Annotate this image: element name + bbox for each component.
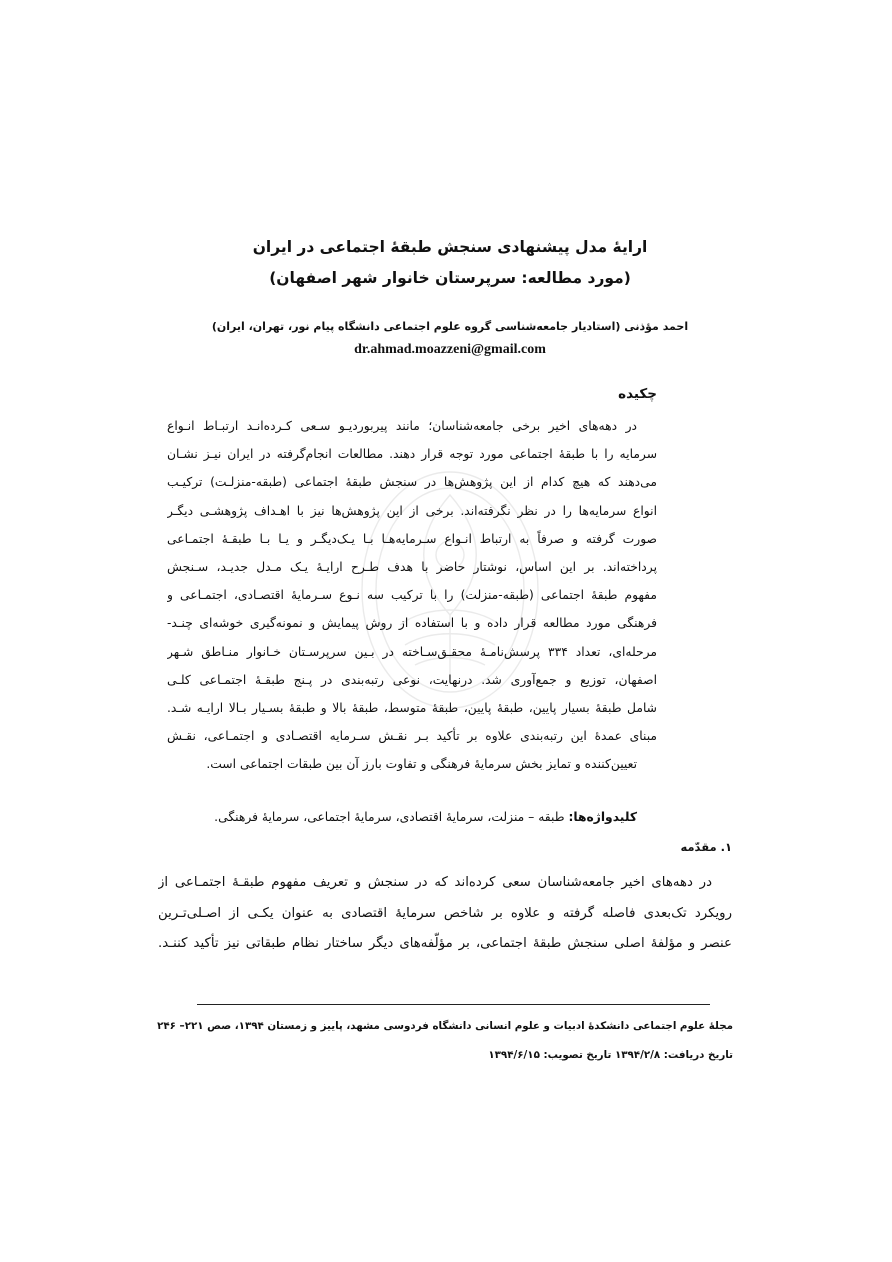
- footnote-divider: [197, 1004, 710, 1005]
- abstract-line: در دهه‌های اخیر برخی جامعه‌شناسان؛ مانند پیربوردیـو سـعی کـرده‌انـد ارتبـاط انـواع: [167, 419, 637, 433]
- introduction-body: [158, 868, 732, 960]
- abstract-line: سرمایه را با طبقهٔ اجتماعی مورد توجه قرار دهند. مطالعات انجام‌گرفته در ایران نیـز نشـان: [167, 447, 657, 462]
- abstract-line: مفهوم طبقهٔ اجتماعی (طبقه-منزلت) را با ترکیب سه نـوع سـرمایهٔ اقتصـادی، اجتمـاعی و: [167, 588, 657, 603]
- keywords: [167, 806, 637, 828]
- paper-title-line-2: (مورد مطالعه: سرپرستان خانوار شهر اصفهان): [269, 269, 631, 287]
- intro-line: عنصر و مؤلفهٔ اصلی سنجش طبقهٔ اجتماعی، بر مؤلّفه‌های دیگر ساختار نظام طبقاتی نیز تأکید کننـد.: [158, 936, 732, 951]
- abstract-line: پرداخته‌اند. بر این اساس، نوشتار حاضر با هدف طـرح ارایـهٔ یـک مـدل جدیـد، سـنجش: [167, 559, 657, 574]
- intro-line: رویکرد تک‌بعدی فاصله گرفته و علاوه بر شاخص سرمایهٔ اقتصادی به عنوان یکـی از اصـلی‌تـرین: [158, 905, 732, 921]
- abstract-line: انواع سرمایه‌ها را در نظر نگرفته‌اند. برخی از این پژوهش‌ها نیز با اهـداف پژوهشـی دیگـر: [167, 503, 657, 518]
- abstract-line: صورت گرفته و صرفاً به ارتباط انـواع سـرمایه‌هـا بـا یـک‌دیگـر و یـا بـا طبقـهٔ اجتمـاعی: [167, 531, 657, 546]
- paper-title-line-1: ارایهٔ مدل پیشنهادی سنجش طبقهٔ اجتماعی در ایران: [252, 238, 648, 256]
- author-affiliation: احمد مؤذنی (استادیار جامعه‌شناسی گروه علوم اجتماعی دانشگاه پیام نور، تهران، ایران): [211, 320, 689, 333]
- footnote-journal-citation: مجلهٔ علوم اجتماعی دانشکدهٔ ادبیات و علوم انسانی دانشگاه فردوسی مشهد، پاییز و زمستان ۱۳۹۴، صص ۲۲۱– ۲۴۶: [157, 1020, 733, 1032]
- section-heading-introduction: ۱. مقدّمه: [680, 840, 732, 854]
- author-email: dr.ahmad.moazzeni@gmail.com: [354, 342, 546, 357]
- footnote-dates: تاریخ دریافت: ۱۳۹۴/۲/۸ تاریخ تصویب: ۱۳۹۴/۶/۱۵: [488, 1049, 733, 1061]
- abstract-line: می‌دهند که هیچ کدام از این پژوهش‌ها در سنجش طبقهٔ اجتماعی (طبقه-منزلـت) ترکیـب: [167, 475, 657, 490]
- abstract-line: فرهنگی مورد مطالعه قرار داده و با استفاده از روش پیمایش و نمونه‌گیری خوشه‌ای چنـد-: [167, 616, 657, 631]
- abstract-body: [167, 412, 657, 778]
- abstract-line: اصفهان، توزیع و جمع‌آوری شد. درنهایت، نوعی رتبه‌بندی در پـنج طبقـهٔ اجتمـاعی کلـی: [167, 672, 657, 687]
- abstract-heading: چکیده: [618, 386, 657, 402]
- abstract-line: مبنای عمدهٔ این رتبه‌بندی علاوه بر تأکید بـر نقـش سـرمایه اقتصـادی و اجتمـاعی، نقـش: [167, 729, 657, 744]
- keywords-label: کلیدواژه‌ها:: [568, 810, 637, 824]
- abstract-line: تعیین‌کننده و تمایز بخش سرمایهٔ فرهنگی و تفاوت بارز آن بین طبقات اجتماعی است.: [206, 757, 637, 772]
- abstract-line: شامل طبقهٔ بسیار پایین، طبقهٔ پایین، طبقهٔ متوسط، طبقهٔ بالا و طبقهٔ بسـیار بـالا ارایـه شـد.: [167, 700, 657, 715]
- keywords-list: طبقه – منزلت، سرمایهٔ اقتصادی، سرمایهٔ اجتماعی، سرمایهٔ فرهنگی.: [214, 810, 569, 824]
- abstract-line: مرحله‌ای، تعداد ۳۳۴ پرسش‌نامـهٔ محقـق‌سـاخته در بـین سرپرسـتان خـانوار منـاطق شـهر: [167, 644, 657, 659]
- intro-line: در دهه‌های اخیر جامعه‌شناسان سعی کرده‌اند که در سنجش و تعریف مفهوم طبقـهٔ اجتمـاعی از: [158, 875, 712, 890]
